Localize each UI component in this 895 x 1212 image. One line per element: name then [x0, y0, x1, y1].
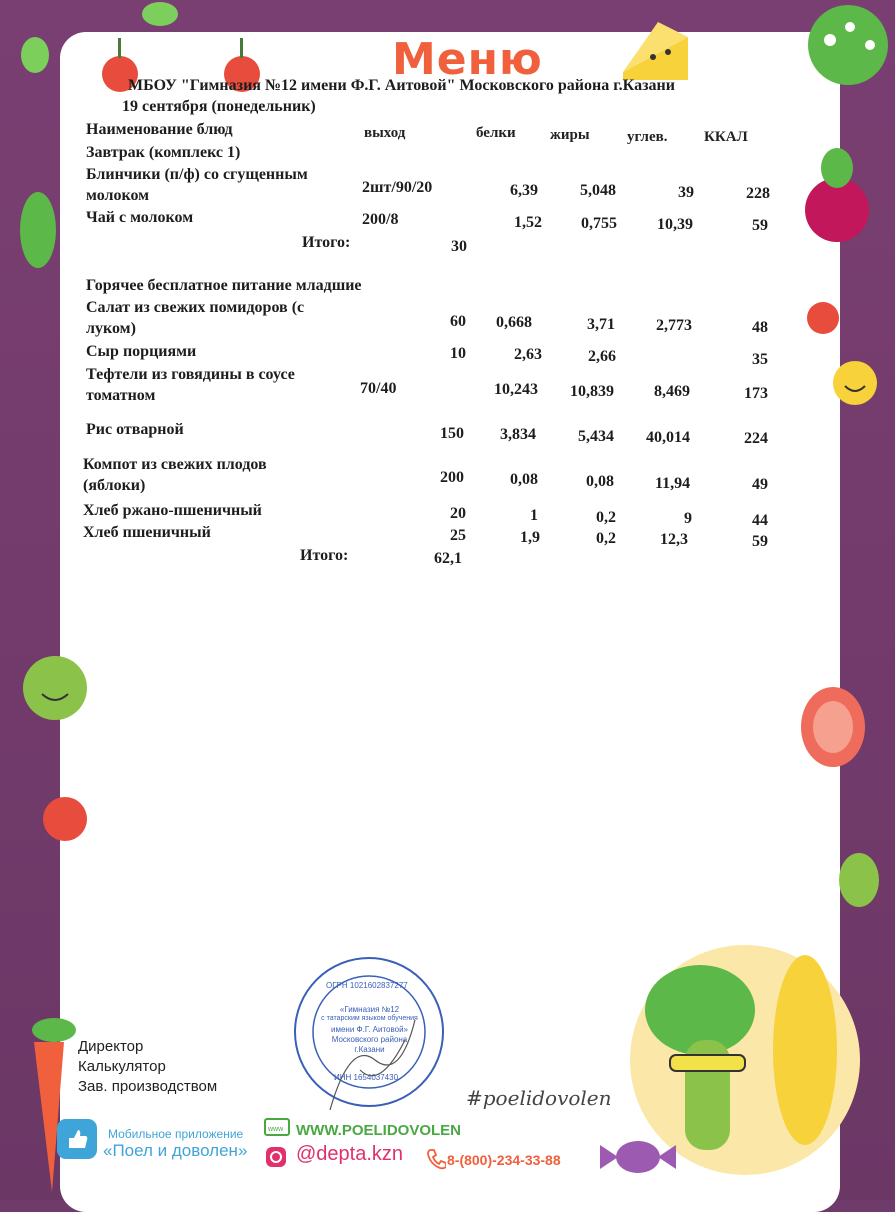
tomato-decoration-icon — [804, 298, 844, 336]
leaf-decoration-icon — [140, 0, 180, 30]
dish-kcal: 224 — [744, 430, 768, 447]
stamp-inn: ИНН 1654037430 — [334, 1073, 399, 1082]
dish-output: 70/40 — [360, 380, 397, 397]
dish-output: 20 — [450, 505, 466, 522]
menu-date: 19 сентября (понедельник) — [122, 98, 316, 115]
dish-name: томатном — [86, 387, 156, 404]
section-title-lunch: Горячее бесплатное питание младшие — [86, 277, 362, 294]
dish-carbs: 12,3 — [660, 531, 688, 548]
dish-fat: 2,66 — [588, 348, 616, 365]
dish-fat: 0,755 — [581, 215, 617, 232]
phone-icon — [426, 1148, 446, 1170]
total-label: Итого: — [302, 234, 351, 251]
dish-carbs: 11,94 — [655, 475, 691, 492]
signature-calculator: Калькулятор — [78, 1058, 166, 1075]
dish-protein: 1 — [530, 507, 538, 524]
column-header-protein: белки — [476, 125, 516, 141]
signature-production: Зав. производством — [78, 1078, 218, 1095]
tomato-decoration-icon — [40, 785, 90, 845]
carrot-decoration-icon — [14, 1012, 79, 1200]
column-header-output: выход — [364, 125, 406, 141]
instagram-handle[interactable]: @depta.kzn — [296, 1143, 404, 1165]
dish-output: 25 — [450, 527, 466, 544]
stamp-line: с татарским языком обучения — [321, 1015, 418, 1022]
stamp-line: имени Ф.Г. Аитовой» — [331, 1025, 408, 1034]
dish-output: 60 — [450, 313, 466, 330]
app-caption: Мобильное приложение — [108, 1127, 244, 1141]
dish-carbs: 40,014 — [646, 429, 690, 446]
website-link[interactable]: WWW.POELIDOVOLEN — [296, 1122, 461, 1139]
dish-protein: 6,39 — [510, 182, 538, 199]
column-header-name: Наименование блюд — [86, 121, 233, 138]
dish-fat: 10,839 — [570, 383, 614, 400]
dish-carbs: 2,773 — [656, 317, 692, 334]
signature-scribble-icon — [320, 1000, 430, 1120]
school-name: МБОУ "Гимназия №12 имени Ф.Г. Аитовой" Московского района г.Казани — [128, 77, 675, 94]
total-label: Итого: — [300, 547, 349, 564]
dish-fat: 3,71 — [587, 316, 615, 333]
stamp-line: г.Казани — [354, 1045, 385, 1054]
website-icon — [264, 1118, 290, 1138]
column-header-fat: жиры — [550, 127, 590, 143]
dish-kcal: 59 — [752, 217, 768, 234]
stamp-line: Московского района — [331, 1035, 408, 1044]
dish-carbs: 9 — [684, 510, 692, 527]
dish-name: Сыр порциями — [86, 343, 197, 360]
dish-fat: 0,2 — [596, 530, 616, 547]
footer-organization: АО«Департамент продовольствия и социального питания г.К — [166, 1186, 591, 1203]
dish-protein: 0,08 — [510, 471, 538, 488]
broccoli-decoration-icon — [800, 5, 895, 95]
total-value: 30 — [451, 238, 467, 255]
dish-kcal: 49 — [752, 476, 768, 493]
app-name[interactable]: «Поел и доволен» — [103, 1141, 248, 1160]
hashtag: #poelidovolen — [466, 1086, 612, 1110]
leaf-decoration-icon — [835, 850, 883, 910]
dish-name: Тефтели из говядины в соусе — [86, 366, 295, 383]
steak-decoration-icon — [798, 685, 868, 770]
dish-fat: 0,2 — [596, 509, 616, 526]
dish-name: Блинчики (п/ф) со сгущенным — [86, 166, 308, 183]
dish-output: 200/8 — [362, 211, 399, 228]
lettuce-decoration-icon — [18, 190, 58, 270]
dish-carbs: 39 — [678, 184, 694, 201]
like-app-icon[interactable] — [56, 1118, 98, 1160]
dish-output: 2шт/90/20 — [362, 179, 433, 196]
dish-fat: 5,048 — [580, 182, 616, 199]
dish-name: Компот из свежих плодов — [83, 456, 267, 473]
dish-kcal: 35 — [752, 351, 768, 368]
dish-carbs: 10,39 — [657, 216, 693, 233]
column-header-kcal: ККАЛ — [704, 129, 748, 145]
signature-director: Директор — [78, 1038, 144, 1055]
dish-kcal: 59 — [752, 533, 768, 550]
dish-name: Хлеб пшеничный — [83, 524, 211, 541]
leaf-decoration-icon — [18, 35, 52, 75]
dish-protein: 1,9 — [520, 529, 540, 546]
dish-protein: 10,243 — [494, 381, 538, 398]
stamp-line: «Гимназия №12 — [339, 1005, 400, 1014]
instagram-icon — [265, 1146, 287, 1168]
phone-number[interactable]: 8-(800)-234-33-88 — [447, 1152, 561, 1168]
dish-kcal: 44 — [752, 512, 768, 529]
dish-protein: 1,52 — [514, 214, 542, 231]
dish-name: луком) — [86, 320, 136, 337]
dish-name: Чай с молоком — [86, 209, 194, 226]
dish-kcal: 228 — [746, 185, 770, 202]
dish-name: Рис отварной — [86, 421, 184, 438]
dish-fat: 0,08 — [586, 473, 614, 490]
column-header-carbs: углев. — [627, 129, 668, 145]
dish-kcal: 48 — [752, 319, 768, 336]
dish-carbs: 8,469 — [654, 383, 690, 400]
dish-protein: 0,668 — [496, 314, 532, 331]
dish-name: Хлеб ржано-пшеничный — [83, 502, 262, 519]
dish-output: 150 — [440, 425, 464, 442]
cheese-decoration-icon — [618, 12, 693, 84]
section-title-breakfast: Завтрак (комплекс 1) — [86, 144, 241, 161]
dish-name: Салат из свежих помидоров (с — [86, 299, 305, 316]
dish-output: 200 — [440, 469, 464, 486]
candy-decoration-icon — [598, 1135, 678, 1180]
beet-decoration-icon — [800, 148, 875, 248]
dish-name: (яблоки) — [83, 477, 146, 494]
dish-name: молоком — [86, 187, 150, 204]
apple-decoration-icon — [20, 650, 90, 722]
dish-protein: 3,834 — [500, 426, 536, 443]
total-value: 62,1 — [434, 550, 462, 567]
dish-kcal: 173 — [744, 385, 768, 402]
svg-text:www: www — [268, 1126, 284, 1133]
menu-title: Меню — [392, 34, 543, 85]
footer-bar — [0, 1186, 895, 1203]
smiley-decoration-icon — [832, 358, 878, 408]
stamp-ogrn: ОГРН 1021602837277 — [326, 981, 408, 990]
dish-output: 10 — [450, 345, 466, 362]
dish-protein: 2,63 — [514, 346, 542, 363]
dish-fat: 5,434 — [578, 428, 614, 445]
